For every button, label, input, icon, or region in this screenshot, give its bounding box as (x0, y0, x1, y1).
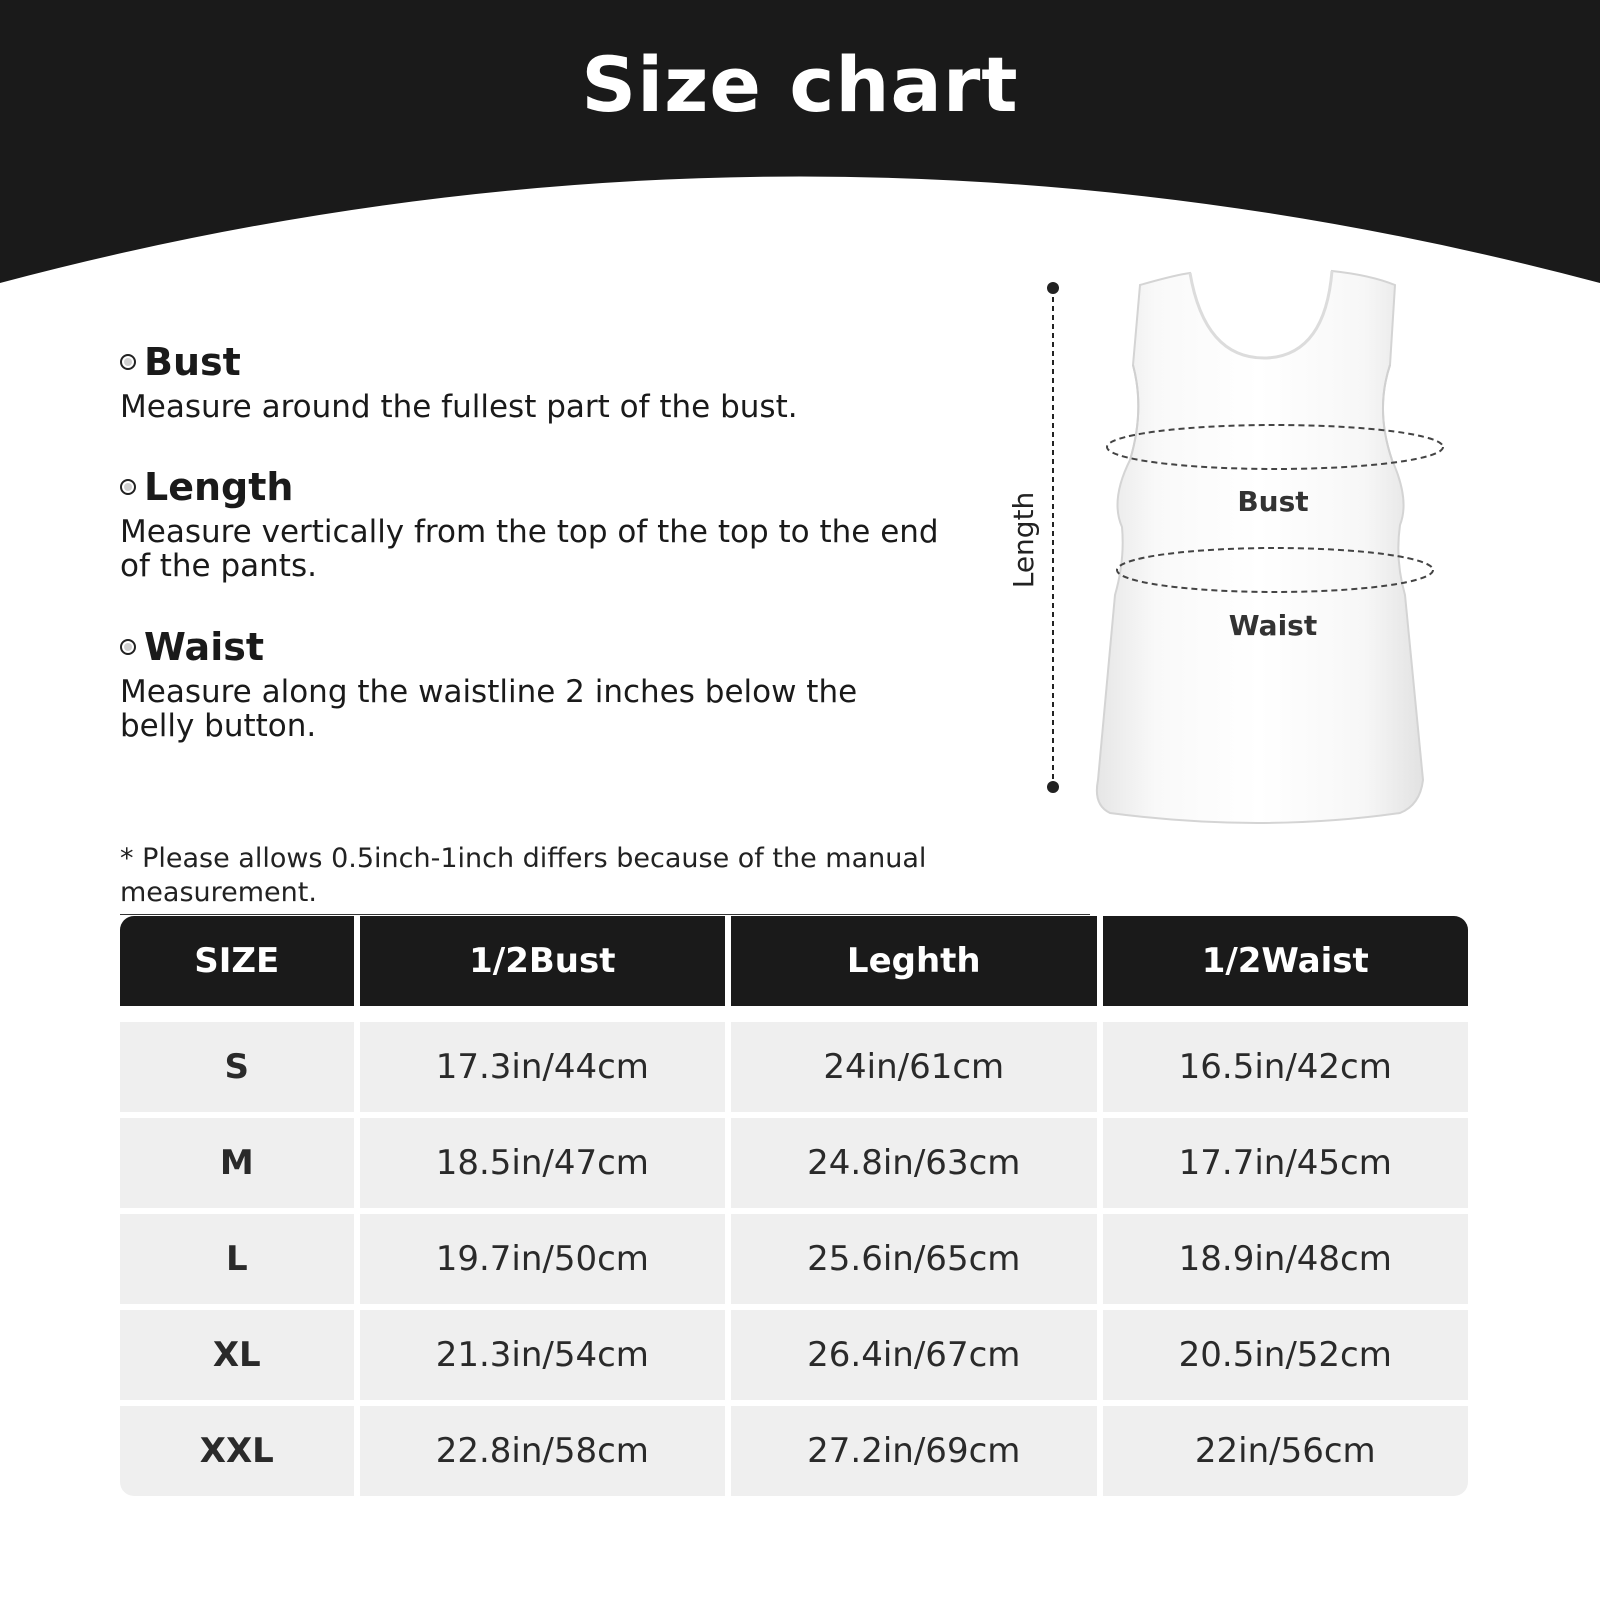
measure-waist (120, 625, 940, 743)
page-title: Size chart (581, 40, 1019, 129)
bust-cell: 19.7in/50cm (360, 1214, 725, 1304)
measure-waist-title: Waist (144, 625, 265, 669)
bust-cell: 17.3in/44cm (360, 1022, 725, 1112)
diagram-bust-label: Bust (1237, 485, 1309, 518)
table-row (120, 1214, 1468, 1304)
bust-cell: 18.5in/47cm (360, 1118, 725, 1208)
measure-length-title: Length (144, 465, 294, 509)
length-cell: 26.4in/67cm (731, 1310, 1096, 1400)
measure-bust-title: Bust (144, 340, 241, 384)
measure-bust (120, 340, 940, 424)
diagram-waist-label: Waist (1228, 609, 1318, 642)
measure-waist-desc: Measure along the waistline 2 inches below the belly button. (120, 674, 858, 744)
measurement-note: * Please allows 0.5inch-1inch differs because of the manual measurement. (120, 842, 1090, 915)
size-cell: XL (120, 1310, 354, 1400)
length-bottom-dot (1047, 781, 1059, 793)
waist-cell: 18.9in/48cm (1103, 1214, 1468, 1304)
table-spacer (120, 1012, 1468, 1016)
table-row (120, 1406, 1468, 1496)
waist-cell: 20.5in/52cm (1103, 1310, 1468, 1400)
size-cell: M (120, 1118, 354, 1208)
header-bust: 1/2Bust (360, 916, 725, 1006)
diagram-length-label: Length (1007, 491, 1040, 589)
table-row (120, 1022, 1468, 1112)
size-table (114, 910, 1474, 1502)
measure-length-desc: Measure vertically from the top of the top to the end of the pants. (120, 514, 939, 584)
length-top-dot (1047, 282, 1059, 294)
header-size: SIZE (120, 916, 354, 1006)
table-row (120, 1310, 1468, 1400)
size-cell: L (120, 1214, 354, 1304)
table-row (120, 1118, 1468, 1208)
bust-cell: 21.3in/54cm (360, 1310, 725, 1400)
length-cell: 27.2in/69cm (731, 1406, 1096, 1496)
length-cell: 24.8in/63cm (731, 1118, 1096, 1208)
length-cell: 24in/61cm (731, 1022, 1096, 1112)
length-cell: 25.6in/65cm (731, 1214, 1096, 1304)
size-cell: S (120, 1022, 354, 1112)
circle-bullet-icon (120, 639, 136, 655)
bust-cell: 22.8in/58cm (360, 1406, 725, 1496)
circle-bullet-icon (120, 354, 136, 370)
header-length: Leghth (731, 916, 1096, 1006)
measure-length (120, 465, 940, 583)
size-cell: XXL (120, 1406, 354, 1496)
header-waist: 1/2Waist (1103, 916, 1468, 1006)
waist-cell: 22in/56cm (1103, 1406, 1468, 1496)
waist-cell: 16.5in/42cm (1103, 1022, 1468, 1112)
measure-bust-desc: Measure around the fullest part of the bust. (120, 389, 798, 425)
table-header-row (120, 916, 1468, 1006)
circle-bullet-icon (120, 479, 136, 495)
waist-cell: 17.7in/45cm (1103, 1118, 1468, 1208)
tank-top-garment-icon (990, 265, 1460, 845)
